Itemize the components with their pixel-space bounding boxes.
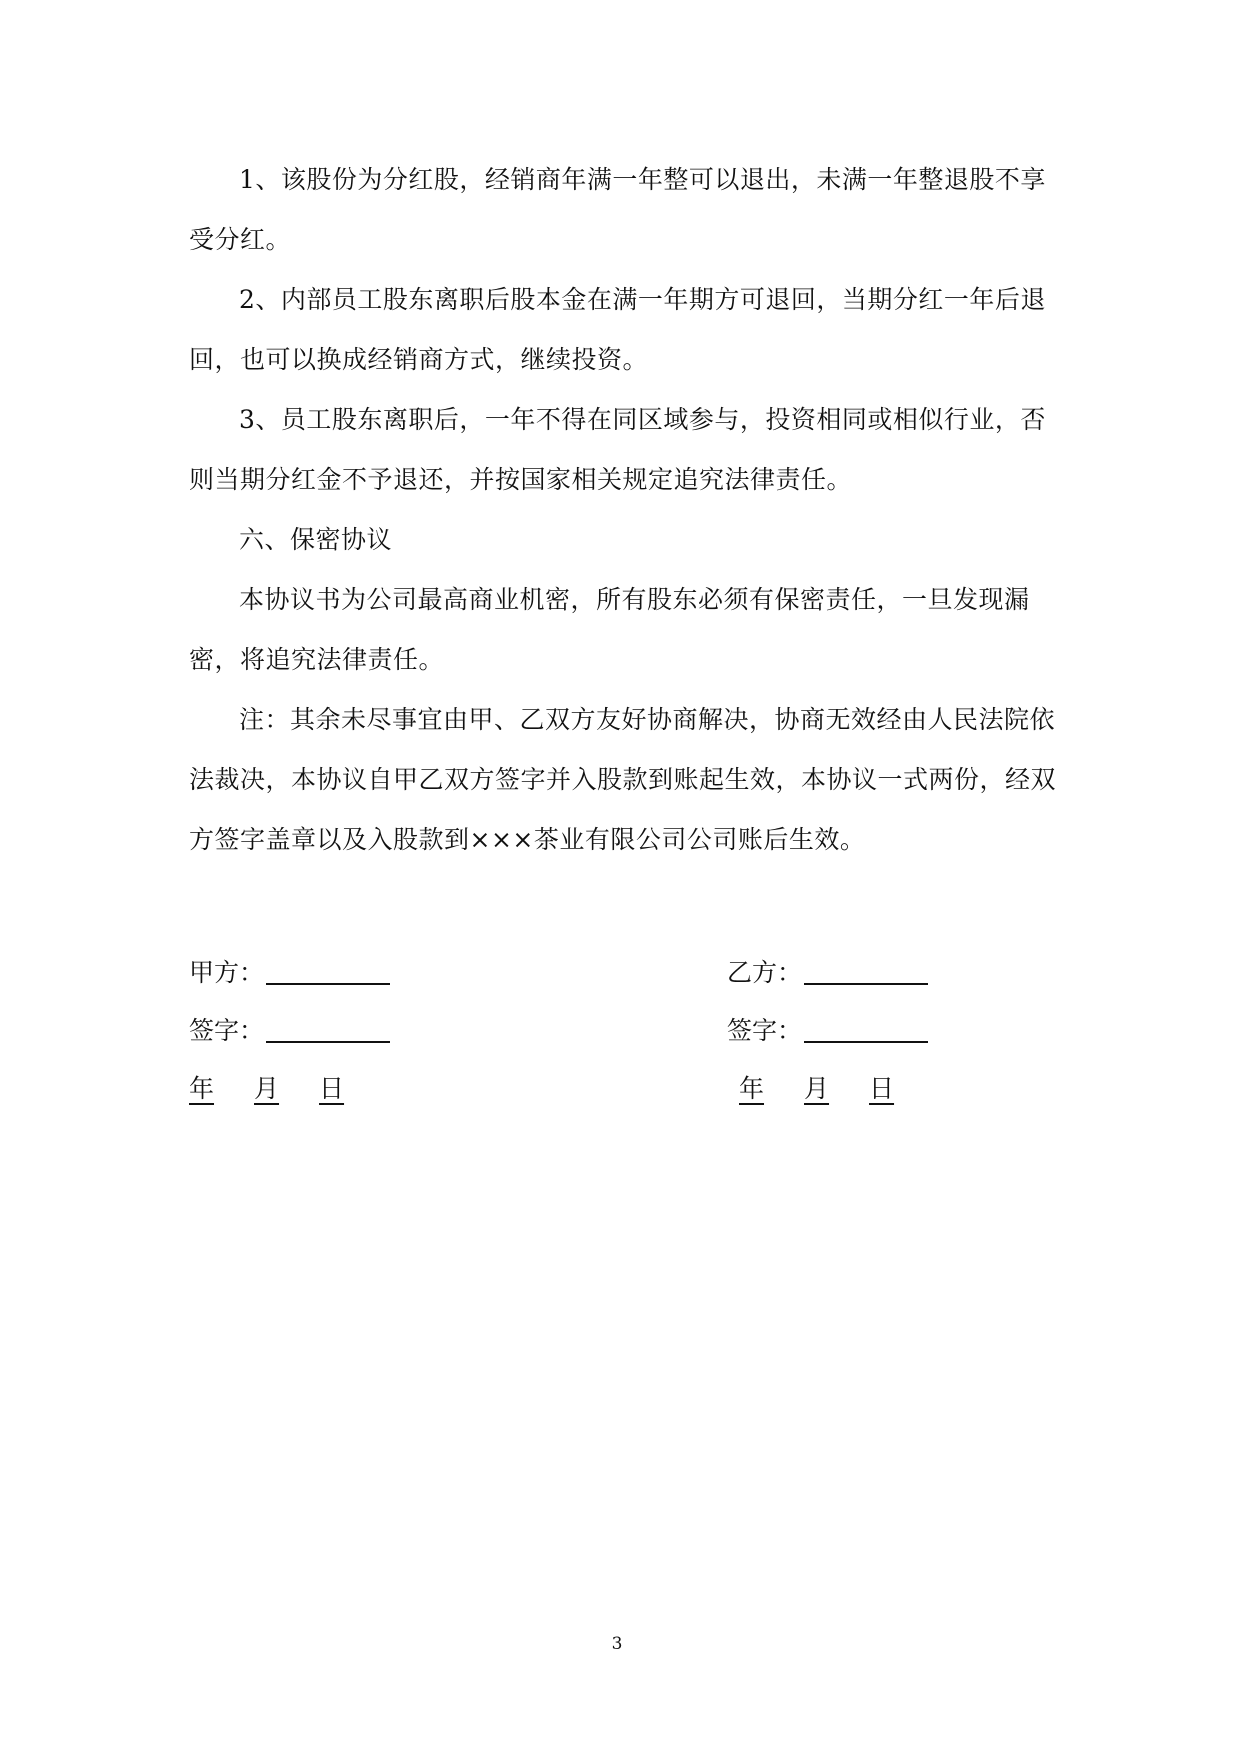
party-b-blank-line — [804, 983, 928, 985]
party-b-signature — [727, 944, 928, 1060]
clause-2: 2、内部员工股东离职后股本金在满一年期方可退回，当期分红一年后退回，也可以换成经销商方式，继续投资。 — [189, 285, 1046, 374]
party-b-date — [689, 1060, 894, 1118]
party-a-signature — [189, 944, 390, 1118]
party-a-sign-label: 签字： — [189, 1016, 265, 1045]
page-number: 3 — [611, 1634, 623, 1654]
party-a-blank-line — [266, 983, 390, 985]
party-b-label: 乙方： — [727, 958, 803, 987]
party-a-sign-blank-line — [266, 1041, 390, 1043]
party-a-month: 月 — [254, 1074, 280, 1103]
party-a-year: 年 — [189, 1074, 215, 1103]
party-b-year: 年 — [739, 1074, 765, 1103]
confidentiality-text: 本协议书为公司最高商业机密，所有股东必须有保密责任，一旦发现漏密，将追究法律责任。 — [189, 585, 1030, 674]
party-b-month: 月 — [804, 1074, 830, 1103]
note-text: 注：其余未尽事宜由甲、乙双方友好协商解决，协商无效经由人民法院依法裁决，本协议自甲乙双方签字并入股款到账起生效，本协议一式两份，经双方签字盖章以及入股款到×××茶业有限公司公司账后生效。 — [189, 705, 1057, 854]
clause-1: 1、该股份为分红股，经销商年满一年整可以退出，未满一年整退股不享受分红。 — [189, 165, 1046, 254]
party-b-sign-label: 签字： — [727, 1016, 803, 1045]
party-a-sign-row — [189, 1002, 390, 1060]
party-a-label: 甲方： — [189, 958, 265, 987]
party-b-sign-row — [727, 1002, 928, 1060]
party-b-day: 日 — [869, 1074, 895, 1103]
section-heading-confidentiality: 六、保密协议 — [239, 525, 393, 554]
signature-block — [189, 944, 1059, 1124]
party-a-date — [189, 1060, 390, 1118]
party-a-day: 日 — [319, 1074, 345, 1103]
party-b-row — [727, 944, 928, 1002]
document-body — [189, 150, 1059, 870]
party-b-date-wrapper — [689, 1060, 894, 1118]
party-b-sign-blank-line — [804, 1041, 928, 1043]
clause-3: 3、员工股东离职后，一年不得在同区域参与，投资相同或相似行业，否则当期分红金不予退还，并按国家相关规定追究法律责任。 — [189, 405, 1046, 494]
party-a-row — [189, 944, 390, 1002]
